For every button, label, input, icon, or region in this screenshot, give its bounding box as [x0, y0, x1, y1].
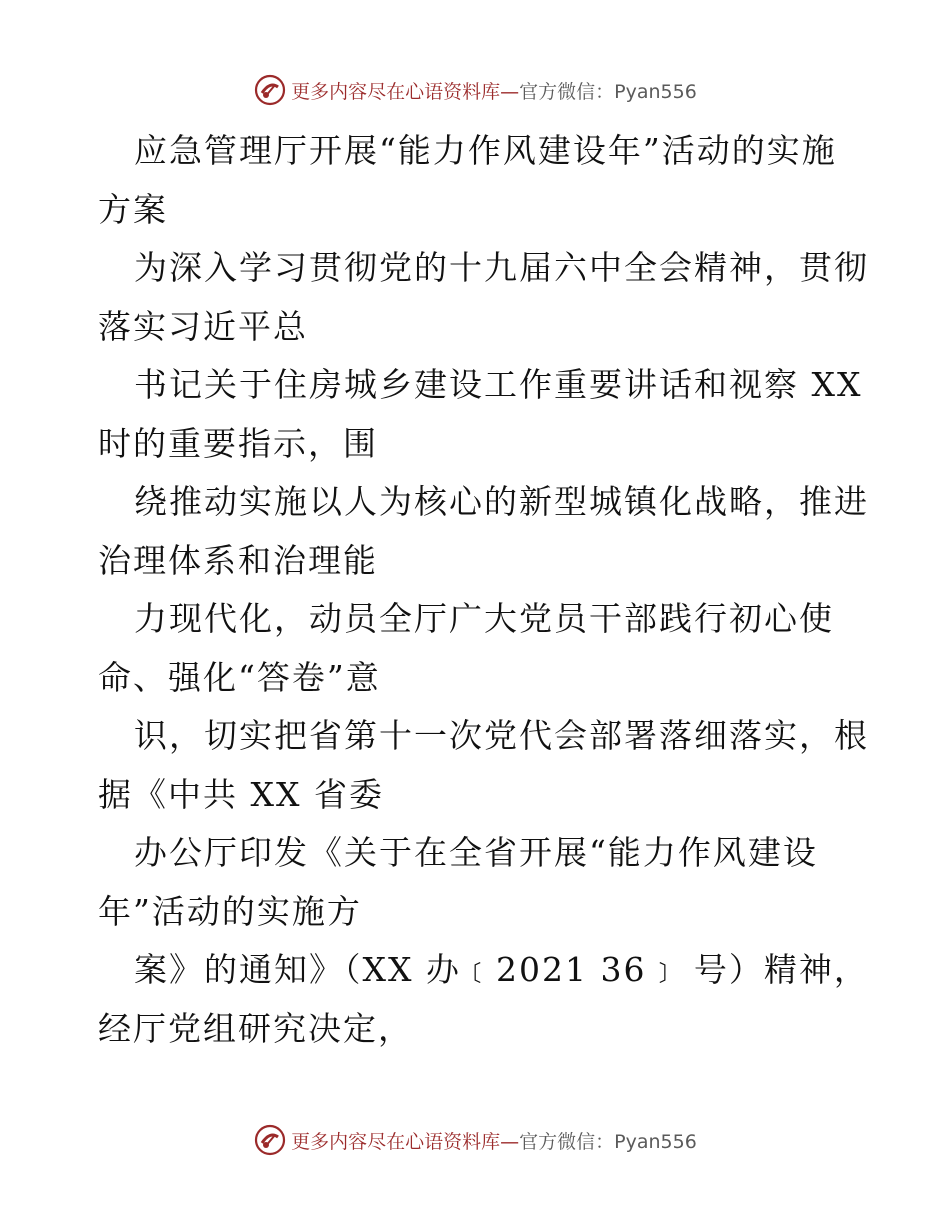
logo-icon — [253, 1123, 287, 1157]
header-banner-wechat: 官方微信：Pyan556 — [519, 80, 697, 103]
doc-line: 办公厅印发《关于在全省开展“能力作风建设 — [134, 833, 818, 872]
header-banner — [0, 70, 950, 110]
doc-line: 力现代化，动员全厅广大党员干部践行初心使 — [134, 599, 834, 638]
doc-line: 案》的通知》（XX 办﹝2021 36﹞ 号）精神， — [134, 950, 869, 989]
doc-line: 据《中共 XX 省委 — [98, 774, 384, 814]
logo-icon — [253, 73, 287, 107]
doc-line: 应急管理厅开展“能力作风建设年”活动的实施 — [134, 131, 837, 170]
doc-line: 年”活动的实施方 — [98, 891, 362, 931]
doc-line: 经厅党组研究决定， — [98, 1008, 413, 1048]
header-banner-text: 更多内容尽在心语资料库— — [291, 80, 520, 103]
footer-banner-wechat: 官方微信：Pyan556 — [519, 1130, 697, 1153]
doc-line: 命、强化“答卷”意 — [98, 657, 381, 697]
footer-banner — [0, 1120, 950, 1160]
doc-line: 时的重要指示，围 — [98, 423, 378, 463]
document-body — [98, 122, 869, 1058]
doc-line: 书记关于住房城乡建设工作重要讲话和视察 XX — [134, 365, 863, 404]
doc-line: 为深入学习贯彻党的十九届六中全会精神，贯彻 — [134, 248, 869, 287]
footer-banner-text: 更多内容尽在心语资料库— — [291, 1130, 520, 1153]
doc-line: 方案 — [98, 189, 168, 229]
doc-line: 绕推动实施以人为核心的新型城镇化战略，推进 — [134, 482, 869, 521]
doc-line: 治理体系和治理能 — [98, 540, 378, 580]
doc-line: 识，切实把省第十一次党代会部署落细落实，根 — [134, 716, 869, 755]
doc-line: 落实习近平总 — [98, 306, 308, 346]
